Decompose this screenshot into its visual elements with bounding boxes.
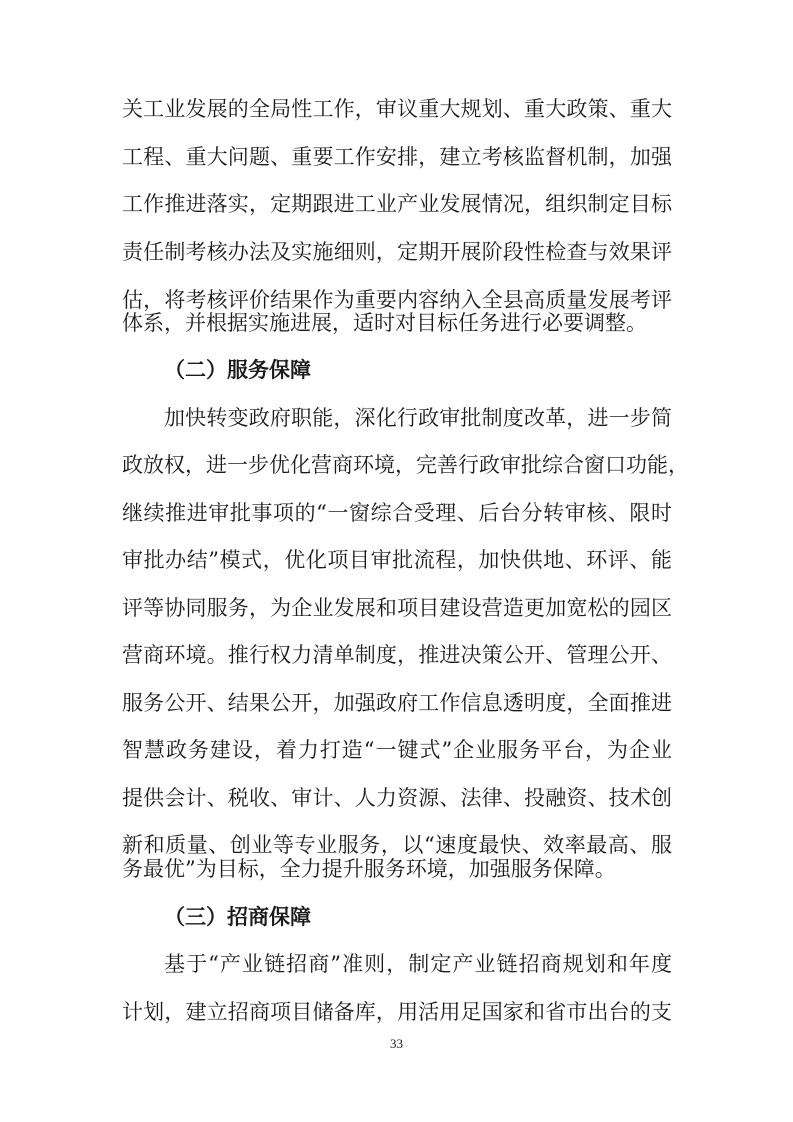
paragraph-line: 工程、重大问题、重要工作安排，建立考核监督机制，加强 <box>122 145 672 169</box>
paragraph-line: 基于“产业链招商”准则，制定产业链招商规划和年度 <box>164 952 672 976</box>
paragraph-line: 加快转变政府职能，深化行政审批制度改革，进一步简 <box>164 406 672 430</box>
paragraph-line: 责任制考核办法及实施细则，定期开展阶段性检查与效果评 <box>122 240 672 264</box>
section-heading: （三）招商保障 <box>164 905 311 929</box>
paragraph-line: 继续推进审批事项的“一窗综合受理、后台分转审核、限时 <box>122 501 672 525</box>
paragraph-line: 评等协同服务，为企业发展和项目建设营造更加宽松的园区 <box>122 596 672 620</box>
paragraph-line: 务最优”为目标，全力提升服务环境，加强服务保障。 <box>122 857 616 881</box>
paragraph-line: 关工业发展的全局性工作，审议重大规划、重大政策、重大 <box>122 97 672 121</box>
paragraph-line: 工作推进落实，定期跟进工业产业发展情况，组织制定目标 <box>122 192 672 216</box>
paragraph-line: 体系，并根据实施进展，适时对目标任务进行必要调整。 <box>122 311 647 335</box>
paragraph-line: 服务公开、结果公开，加强政府工作信息透明度，全面推进 <box>122 691 672 715</box>
paragraph-line: 计划，建立招商项目储备库，用活用足国家和省市出台的支 <box>122 1000 672 1024</box>
section-heading: （二）服务保障 <box>164 358 311 382</box>
paragraph-line: 审批办结”模式，优化项目审批流程，加快供地、环评、能 <box>122 548 672 572</box>
paragraph-line: 智慧政务建设，着力打造“一键式”企业服务平台，为企业 <box>122 738 672 762</box>
paragraph-line: 提供会计、税收、审计、人力资源、法律、投融资、技术创 <box>122 786 672 810</box>
paragraph-line: 估，将考核评价结果作为重要内容纳入全县高质量发展考评 <box>122 288 672 312</box>
paragraph-line: 营商环境。推行权力清单制度，推进决策公开、管理公开、 <box>122 643 672 667</box>
paragraph-line: 政放权，进一步优化营商环境，完善行政审批综合窗口功能， <box>122 453 689 477</box>
page-number: 33 <box>390 1036 403 1051</box>
paragraph-line: 新和质量、创业等专业服务，以“速度最快、效率最高、服 <box>122 833 672 857</box>
